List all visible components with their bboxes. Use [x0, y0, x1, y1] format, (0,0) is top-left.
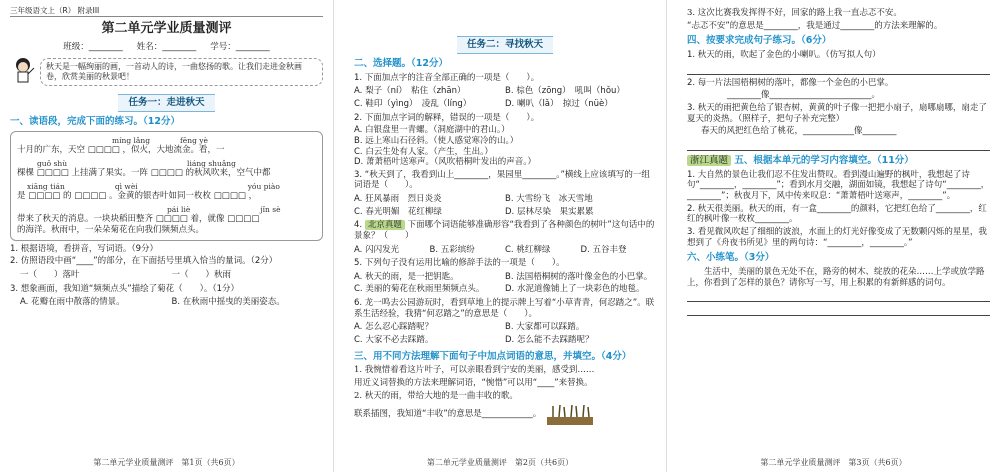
- p2-q6-option-b[interactable]: B. 大家都可以踩踏。: [505, 322, 585, 333]
- passage-line4: 带来了秋天的消息。一块块稻田整齐 □□□□ 着，就像 □□□□: [17, 214, 260, 225]
- p1-question1: 1. 根据语境，看拼音，写词语。（9分）: [10, 243, 158, 254]
- page-1: [0, 0, 333, 472]
- pinyin-qiwei: qì wèi: [114, 182, 138, 191]
- section6-title: 六、小练笔。（3分）: [687, 252, 775, 264]
- pinyin-pailie: pái liè: [167, 205, 191, 214]
- passage-line1: 十月的广东，天空 □□□□ ，似火，大地流金。看，一: [17, 145, 225, 156]
- section2-title: 二、选择题。（12分）: [354, 57, 448, 69]
- page-title: 第二单元学业质量测评: [101, 21, 232, 37]
- p2-q1-option-d[interactable]: D. 喇叭（lǎ） 掠过（nüè）: [505, 99, 613, 109]
- task2-banner: 任务二：寻找秋天: [457, 36, 553, 54]
- p2-q5-option-b[interactable]: B. 法国梧桐树的落叶像金色的小巴掌。: [505, 271, 653, 282]
- p2-s2b: 联系插图，我知道“丰收”的意思是____________。: [354, 408, 542, 419]
- task1-banner: 任务一：走进秋天: [118, 94, 214, 112]
- p2-question1: 1. 下面加点字的注音全部正确的一项是（ ）。: [354, 72, 540, 83]
- appendix-label: 附录III: [77, 6, 100, 15]
- p2-q6-option-d[interactable]: D. 怎么能不去踩踏呢？: [505, 334, 594, 345]
- p2-q3-option-d[interactable]: D. 层林尽染 果实累累: [505, 206, 594, 217]
- p3-a2: 2. 每一片法国梧桐树的落叶，都像一个金色的小巴掌。: [687, 77, 894, 88]
- p2-q2-option-b[interactable]: B. 远上寒山石径斜。（使人感觉寒冷的山。）: [354, 135, 519, 146]
- passage-line5: 的海洋。秋雨中，一朵朵菊花在向我们频频点头。: [17, 225, 205, 235]
- page-2: 任务二：寻找秋天 二、选择题。（12分） 1. 下面加点字的注音全部正确的一项是（ ）。 A. 梨子（ní） 粘住（zhān） B. 棕色（zōng） 吼叫（hǒu） C. 鞋印（yìng） 凌乱（líng） D. 喇叭（lǎ） 掠过（nüè） 2. 下面加点字词的解释，错误的一项是（ ）。 A. 白银盘里一青螺。（洞庭湖中的君山。） B. 远上寒山石径斜。（使人感觉寒冷的山。） C. 白云生处有人家。（产生，生出。） D. 萧萧梧叶送寒声。（风吹梧桐叶发出的声音。） 3. “秋天到了，我看到山上________，果园里________。”横线上应该填写的一组词语是（ ）。 A. 狂风暴雨 烈日炎炎 B. 大雪纷飞 冰天雪地 C. 春光明媚 花红柳绿 D. 层林尽染 果实累累 4. 北京真题 下面哪个词语能够准确形容“我看到了各种颜色的树叶”这句话中的景象？（ ） A. 闪闪发光 B. 五彩缤纷 C. 桃红柳绿 D. 五谷丰登 5. 下列句子没有运用比喻的修辞手法的一项是（ ）。 A. 秋天的雨，是一把钥匙。 B. 法国梧桐树的落叶像金色的小巴掌。 C. 美丽的菊花在秋雨里频频点头。 D. 水泥道像铺上了一块彩色的地毯。 6. 龙一鸣去公园游玩时，看到草地上的提示牌上写着“小草青青，何忍踏之”。联系生活经验，我猜“何忍踏之”的意思是（ ）。 A. 怎么忍心踩踏呢？ B. 大家都可以踩踏。 C. 大家不必去踩踏。 D. 怎么能不去踩踏呢？ 三、用不同方法理解下面句子中加点词语的意思，并填空。（4分） 1. 我惋惜着看这片叶子，可以亲眼看到宁安的美丽，感受到…… 用近义词替换的方法来理解词语，“惋惜”可以用“____”来替换。 2. 秋天的雨，带给大地的是一曲丰收的歌。 联系插图，我知道“丰收”的意思是____________。 第二单元学业质量测评 第2页（共6页）: [333, 0, 666, 472]
- p2-q6-option-a[interactable]: A. 怎么忍心踩踏呢？: [354, 322, 434, 333]
- p2-q6-option-c[interactable]: C. 大家不必去踩踏。: [354, 334, 434, 345]
- p3-a3: 3. 秋天的雨把黄色给了银杏树，黄黄的叶子像一把把小扇子，扇哪扇哪，扇走了夏天的炎热。（照样子，把句子补充完整）: [687, 103, 987, 124]
- p3-a1: 1. 秋天的雨，吹起了金色的小喇叭。（仿写拟人句）: [687, 50, 881, 61]
- p1-q2-option-a[interactable]: 一（ ）落叶: [20, 269, 80, 280]
- grade-label: 三年级语文上（R）: [10, 6, 76, 15]
- p2-q5-option-a[interactable]: A. 秋天的雨，是一把钥匙。: [354, 271, 459, 282]
- p2-s1b: 用近义词替换的方法来理解词语，“惋惜”可以用“____”来替换。: [354, 378, 593, 388]
- p2-question3: 3. “秋天到了，我看到山上________，果园里________。”横线上应该填写的一组词语是（ ）。: [354, 169, 650, 191]
- pinyin-jinse: jǐn sè: [260, 205, 281, 214]
- p2-q3-option-a[interactable]: A. 狂风暴雨 烈日炎炎: [354, 194, 442, 204]
- pinyin-fengye: fēng yè: [180, 136, 208, 145]
- p2-q4-option-c[interactable]: C. 桃红柳绿: [505, 244, 551, 255]
- p3-q3-text2: “忐忑不安”的意思是________，我是通过________的方法来理解的。: [687, 20, 943, 31]
- answer-line[interactable]: [687, 140, 990, 151]
- p1-q2-option-b[interactable]: 一（ ）秋雨: [171, 269, 232, 280]
- zhejiang-tag: 浙江真题: [687, 155, 731, 166]
- p2-question4: 下面哪个词语能够准确形容“我看到了各种颜色的树叶”这句话中的景象？（ ）: [354, 220, 655, 241]
- p3-q3-text: 3. 这次比赛我发挥得不好，回家的路上我一直忐忑不安。: [687, 8, 902, 18]
- harvest-illustration-icon: [547, 403, 593, 425]
- child-mascot-icon: [10, 56, 36, 88]
- p2-q5-option-c[interactable]: C. 美丽的菊花在秋雨里频频点头。: [354, 284, 485, 295]
- p2-question2: 2. 下面加点字词的解释，错误的一项是（ ）。: [354, 112, 540, 123]
- p2-s1: 1. 我惋惜着看这片叶子，可以亲眼看到宁安的美丽，感受到……: [354, 365, 595, 376]
- p2-q1-option-c[interactable]: C. 鞋印（yìng） 凌乱（líng）: [354, 99, 472, 109]
- intro-bubble: 秋天是一幅绚丽的画，一首动人的诗，一曲悠扬的歌。让我们走进金秋画卷，欣赏美丽的秋景吧！: [40, 58, 323, 86]
- pinyin-youpiao: yóu piào: [247, 182, 280, 191]
- answer-line[interactable]: [687, 64, 990, 75]
- page2-footer: 第二单元学业质量测评 第2页（共6页）: [426, 458, 574, 467]
- reading-passage: [10, 131, 323, 241]
- number-field[interactable]: 学号：________: [210, 41, 270, 52]
- p2-q1-option-a[interactable]: A. 梨子（ní） 粘住（zhān）: [354, 86, 466, 97]
- p2-q4-option-d[interactable]: D. 五谷丰登: [580, 244, 627, 255]
- section4-title: 四、按要求完成句子练习。（6分）: [687, 35, 832, 47]
- section3-title: 三、用不同方法理解下面句子中加点词语的意思，并填空。（4分）: [354, 350, 632, 362]
- p3-b2: 2. 秋天很美丽。秋天的雨，有一盒________的颜料，它把红色给了________，红红的枫叶像一枚枚________。: [687, 203, 987, 225]
- page-header: [10, 6, 323, 17]
- beijing-tag: 北京真题: [365, 220, 405, 230]
- p2-q5-option-d[interactable]: D. 水泥道像铺上了一块彩色的地毯。: [505, 284, 645, 295]
- p3-a2b[interactable]: ________像________________________。: [727, 90, 881, 101]
- p2-q3-option-b[interactable]: B. 大雪纷飞 冰天雪地: [505, 194, 593, 204]
- writing-line[interactable]: [687, 291, 990, 302]
- p2-q2-option-d[interactable]: D. 萧萧梧叶送寒声。（风吹梧桐叶发出的声音。）: [354, 157, 536, 168]
- p2-q2-option-a[interactable]: A. 白银盘里一青螺。（洞庭湖中的君山。）: [354, 125, 510, 136]
- passage-line2: 棵棵 □□□□ 上挂满了果实。一阵 □□□□ 的秋风吹来，空气中都: [17, 168, 271, 179]
- pinyin-xiangtian: xiāng tián: [27, 182, 65, 191]
- p2-q1-option-b[interactable]: B. 棕色（zōng） 吼叫（hǒu）: [505, 86, 625, 97]
- p2-q4-option-b[interactable]: B. 五彩缤纷: [429, 244, 475, 255]
- pinyin-liangshuang: liáng shuǎng: [187, 159, 236, 168]
- p3-b3: 3. 看见微风吹起了细细的波浪，水面上的灯光好像变成了无数颗闪烁的星星，我想到了《舟夜书所见》里的两句诗：“________，________。”: [687, 226, 987, 248]
- class-field[interactable]: 班级：________: [63, 41, 123, 52]
- page1-footer: 第二单元学业质量测评 第1页（共6页）: [93, 458, 240, 467]
- section1-title: 一、读语段，完成下面的练习。（12分）: [10, 116, 180, 128]
- p2-q2-option-c[interactable]: C. 白云生处有人家。（产生，生出。）: [354, 146, 493, 157]
- passage-line3: 是 □□□□ 的 □□□□ 。金黄的银杏叶如同一枚枚 □□□□ ，: [17, 191, 258, 202]
- section5-title: 五、根据本单元的学习内容填空。（11分）: [734, 154, 914, 166]
- p1-q3-option-b[interactable]: B. 在秋雨中摇曳的美丽姿态。: [171, 297, 285, 308]
- pinyin-minglang: míng lǎng: [112, 136, 151, 145]
- p2-question5: 5. 下列句子没有运用比喻的修辞手法的一项是（ ）。: [354, 258, 565, 269]
- p1-q3-option-a[interactable]: A. 花瓣在雨中散落的情景。: [20, 297, 125, 308]
- p2-s2: 2. 秋天的雨，带给大地的是一曲丰收的歌。: [354, 390, 518, 401]
- page3-footer: 第二单元学业质量测评 第3页（共6页）: [760, 458, 907, 467]
- p1-question3: 3. 想象画面，我知道“频频点头”描绘了菊花（ ）。（1分）: [10, 283, 240, 294]
- page-3: [666, 0, 1000, 472]
- pinyin-guoshu: guǒ shù: [37, 159, 68, 168]
- p3-a3b[interactable]: 春天的风把红色给了桃花，____________像________: [701, 126, 897, 137]
- p2-q4-option-a[interactable]: A. 闪闪发光: [354, 244, 400, 255]
- writing-line[interactable]: [687, 305, 990, 316]
- p2-question6: 6. 龙一鸣去公园游玩时，看到草地上的提示牌上写着“小草青青，何忍踏之”。联系生活经验，我猜“何忍踏之”的意思是（ ）。: [354, 298, 655, 319]
- p2-q3-option-c[interactable]: C. 春光明媚 花红柳绿: [354, 206, 442, 217]
- name-field[interactable]: 姓名：________: [136, 41, 197, 52]
- p1-question2: 2. 仿照语段中画“____”的部分，在下面括号里填入恰当的量词。（2分）: [10, 256, 278, 267]
- p3-b1: 1. 大自然的景色让我们忍不住发出赞叹。看到漫山遍野的枫叶，我想起了诗句“________，________”；看到水月交融，湖面如镜，我想起了诗句“________，________”；秋夜月下，风中传来叹息：“萧萧梧叶送寒声，________”。: [687, 169, 990, 201]
- p3-c1: 生活中，美丽的景色无处不在，路旁的树木、绽放的花朵……上学或放学路上，你看到了怎样的景色？请你写一写，用上积累的有新鲜感的词句。: [687, 267, 985, 288]
